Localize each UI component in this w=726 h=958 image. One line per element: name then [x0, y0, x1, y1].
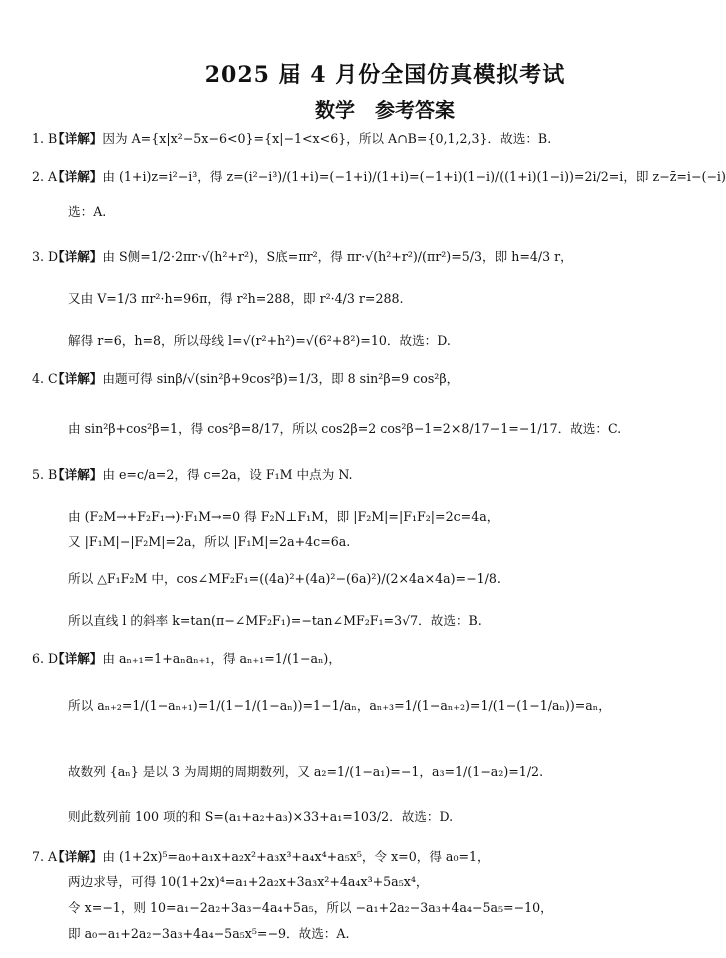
q5-text-2: 由 (F₂M→+F₂F₁→)·F₁M→=0 得 F₂N⊥F₁M，即 |F₂M|=|F₁F₂|=2c=4a，	[68, 509, 500, 524]
q6-number: 6. D	[32, 651, 59, 666]
q3-text-3: 解得 r=6，h=8，所以母线 l=√(r²+h²)=√(6²+8²)=10．故选：D.	[68, 333, 451, 348]
q2-line-2	[0, 203, 626, 221]
q7-tag: 【详解】	[52, 849, 103, 864]
q6-tag: 【详解】	[52, 651, 103, 666]
q5-text-3: 又 |F₁M|−|F₂M|=2a，所以 |F₁M|=2a+4c=6a.	[68, 534, 351, 549]
q5-line-5	[0, 612, 626, 630]
q3-text: 由 S侧=1/2·2πr·√(h²+r²)，S底=πr²，得 πr·√(h²+r²)/(πr²)=5/3，即 h=4/3 r，	[102, 249, 573, 264]
q5-text: 由 e=c/a=2，得 c=2a，设 F₁M 中点为 N.	[102, 467, 353, 482]
q7-text: 由 (1+2x)⁵=a₀+a₁x+a₂x²+a₃x³+a₄x⁴+a₅x⁵，令 x=0，得 a₀=1，	[102, 849, 490, 864]
q6-line-1	[0, 650, 626, 668]
q1-text: 因为 A={x|x²−5x−6<0}={x|−1<x<6}，所以 A∩B={0,1,2,3}．故选：B.	[102, 131, 552, 146]
q5-line-4	[0, 570, 626, 588]
q3-line-1	[0, 248, 626, 266]
q2-text-2: 选：A.	[68, 204, 107, 219]
q4-text: 由题可得 sinβ/√(sin²β+9cos²β)=1/3，即 8 sin²β=9 cos²β，	[102, 371, 460, 386]
q3-line-2	[0, 290, 626, 308]
document-subtitle: 数学 参考答案	[315, 98, 455, 122]
q2-number: 2. A	[32, 169, 58, 184]
q3-text-2: 又由 V=1/3 πr²·h=96π，得 r²h=288，即 r²·4/3 r=288.	[68, 291, 404, 306]
q5-line-2	[0, 508, 626, 526]
q7-line-2	[0, 873, 626, 891]
q6-text-3: 故数列 {aₙ} 是以 3 为周期的周期数列，又 a₂=1/(1−a₁)=−1，a₃=1/(1−a₂)=1/2.	[68, 764, 544, 779]
q7-text-2: 两边求导，可得 10(1+2x)⁴=a₁+2a₂x+3a₃x²+4a₄x³+5a₅x⁴，	[68, 874, 429, 889]
q6-line-3	[0, 763, 626, 781]
q3-line-3	[0, 332, 626, 350]
q4-tag: 【详解】	[52, 371, 103, 386]
q5-tag: 【详解】	[52, 467, 103, 482]
q7-text-3: 令 x=−1，则 10=a₁−2a₂+3a₃−4a₄+5a₅，所以 −a₁+2a₂−3a₃+4a₄−5a₅=−10，	[68, 900, 553, 915]
q5-text-4: 所以 △F₁F₂M 中，cos∠MF₂F₁=((4a)²+(4a)²−(6a)²)/(2×4a×4a)=−1/8.	[68, 571, 501, 586]
q2-text: 由 (1+i)z=i²−i³，得 z=(i²−i³)/(1+i)=(−1+i)/(1+i)=(−1+i)(1−i)/((1+i)(1−i))=2i/2=i，即 z−z̄=i−(−i)	[102, 169, 726, 184]
q4-number: 4. C	[32, 371, 58, 386]
q1-line-1	[0, 130, 626, 148]
document-title: 2025 届 4 月份全国仿真模拟考试	[204, 62, 566, 88]
q4-line-2	[0, 420, 626, 438]
q7-number: 7. A	[32, 849, 58, 864]
q6-text: 由 aₙ₊₁=1+aₙaₙ₊₁，得 aₙ₊₁=1/(1−aₙ)，	[102, 651, 341, 666]
q5-text-5: 所以直线 l 的斜率 k=tan(π−∠MF₂F₁)=−tan∠MF₂F₁=3√7．故选：B.	[68, 613, 482, 628]
q7-line-1	[0, 848, 626, 866]
q3-tag: 【详解】	[52, 249, 103, 264]
q5-number: 5. B	[32, 467, 58, 482]
q4-text-2: 由 sin²β+cos²β=1，得 cos²β=8/17，所以 cos2β=2 cos²β−1=2×8/17−1=−1/17．故选：C.	[68, 421, 622, 436]
q5-line-3	[0, 533, 626, 551]
q2-line-1	[0, 168, 726, 186]
q6-text-2: 所以 aₙ₊₂=1/(1−aₙ₊₁)=1/(1−1/(1−aₙ))=1−1/aₙ，aₙ₊₃=1/(1−aₙ₊₂)=1/(1−(1−1/aₙ))=aₙ，	[68, 698, 611, 713]
q6-line-2	[0, 697, 626, 715]
q4-line-1	[0, 370, 626, 388]
q7-line-3	[0, 899, 626, 917]
q1-tag: 【详解】	[52, 131, 103, 146]
q3-number: 3. D	[32, 249, 59, 264]
q5-line-1	[0, 466, 626, 484]
q6-line-4	[0, 808, 626, 826]
q2-tag: 【详解】	[52, 169, 103, 184]
q6-text-4: 则此数列前 100 项的和 S=(a₁+a₂+a₃)×33+a₁=103/2．故选：D.	[68, 809, 454, 824]
q7-text-4: 即 a₀−a₁+2a₂−3a₃+4a₄−5a₅x⁵=−9．故选：A.	[68, 926, 350, 941]
q1-number: 1. B	[32, 131, 58, 146]
q7-line-4	[0, 925, 626, 943]
